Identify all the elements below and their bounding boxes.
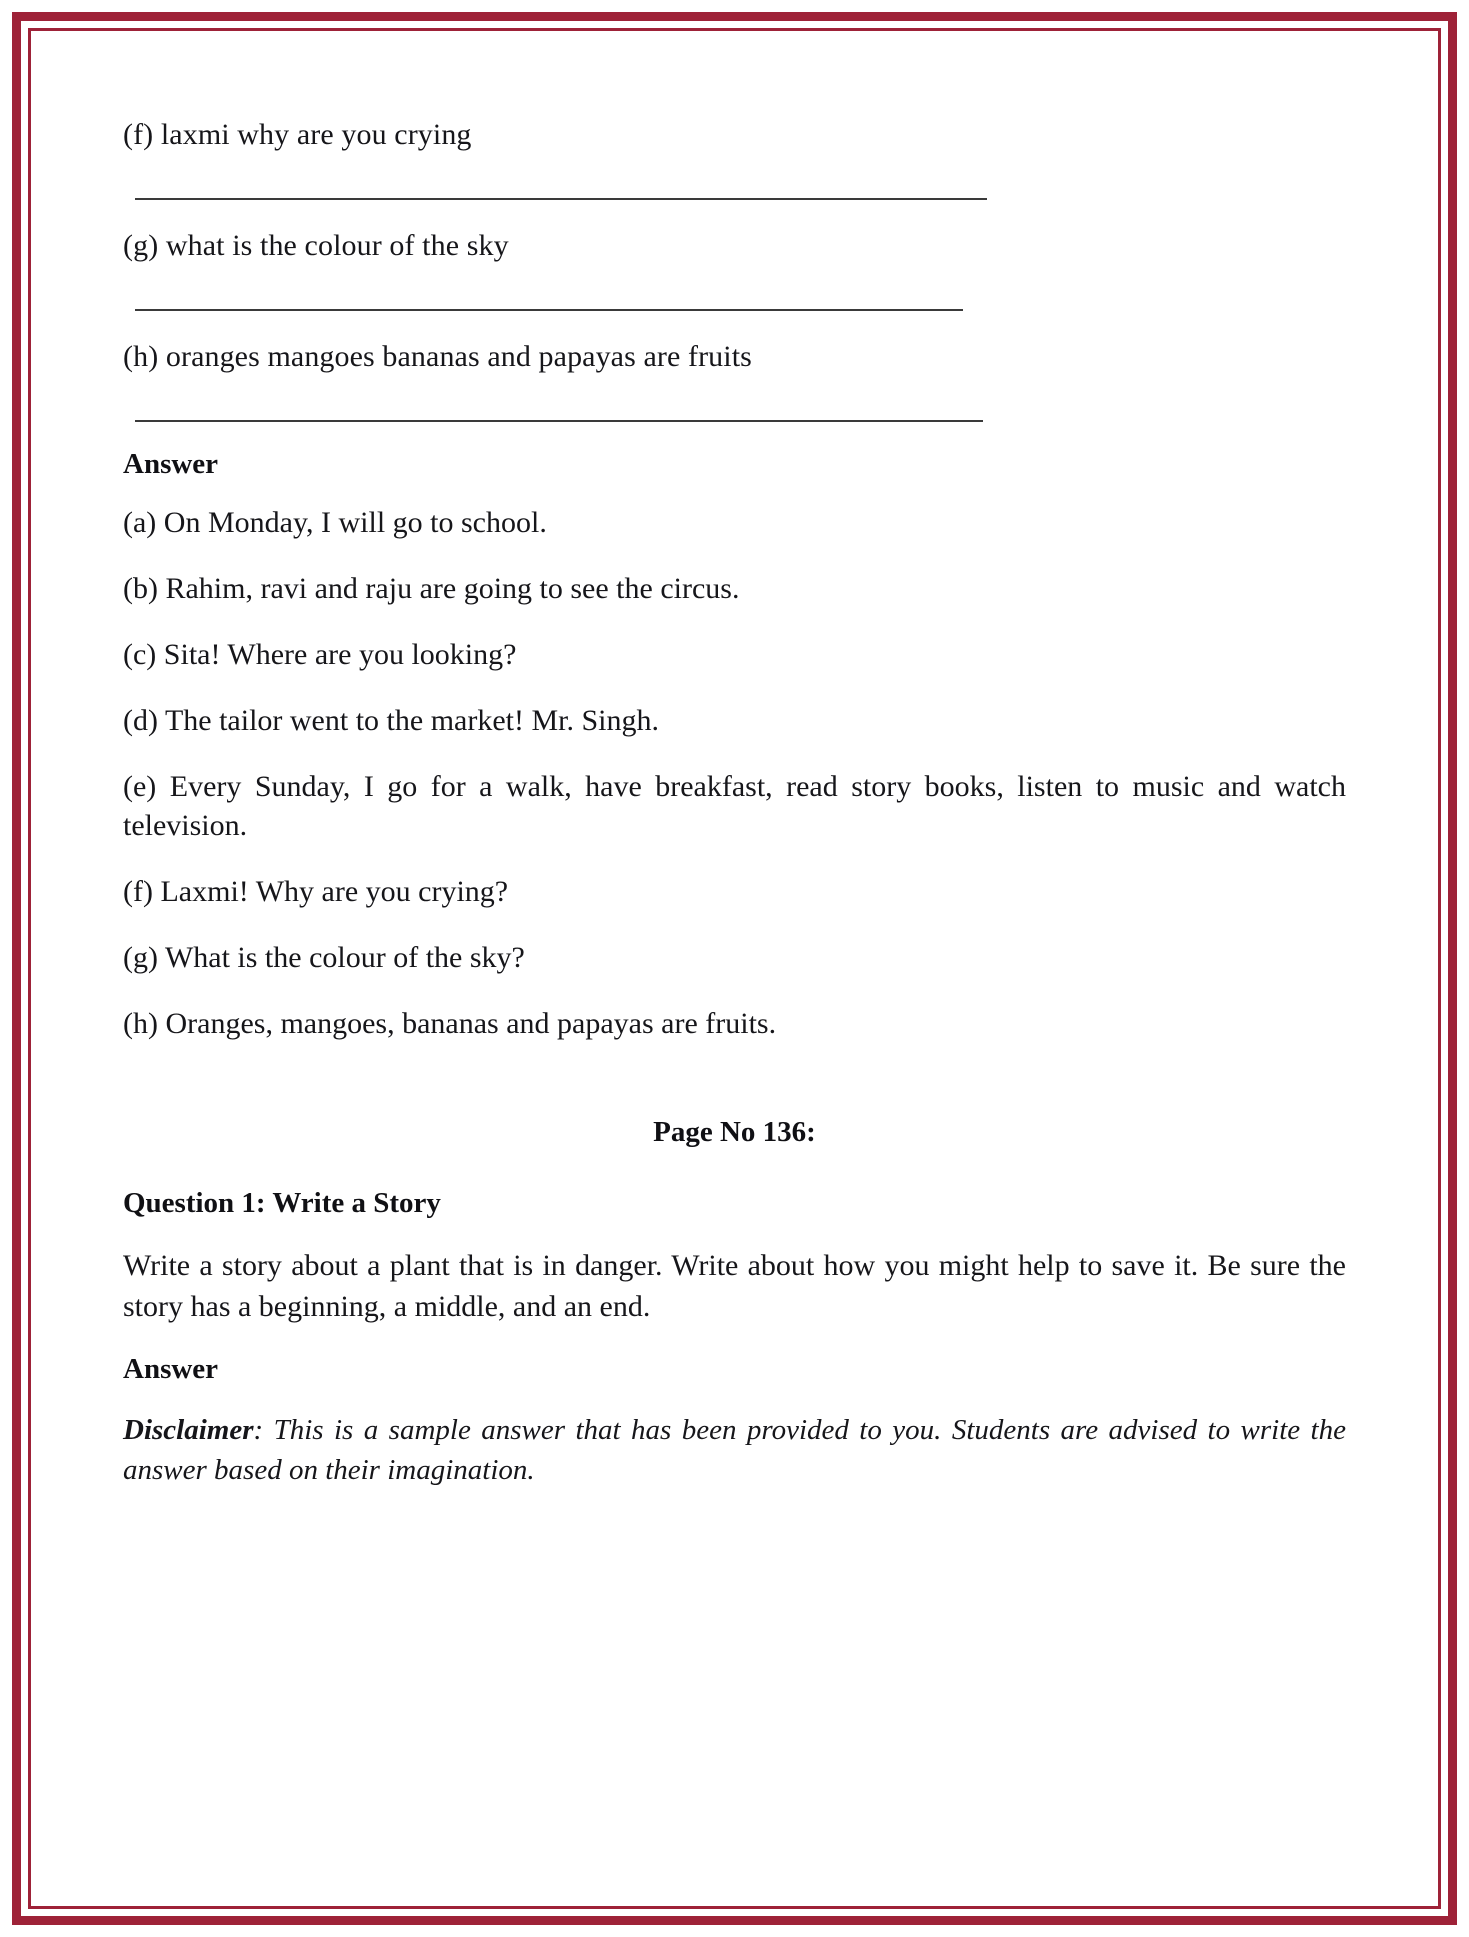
frame-inner-border bbox=[28, 28, 1441, 1909]
answer-item-a: (a) On Monday, I will go to school. bbox=[123, 506, 547, 539]
answer-heading: Answer bbox=[123, 448, 219, 480]
disclaimer-text: : This is a sample answer that has been provided to you. Students are advised to write the answer based on their imagination. bbox=[123, 1414, 1346, 1487]
answer-item-e: (e) Every Sunday, I go for a walk, have breakfast, read story books, listen to music and watch television. bbox=[123, 769, 1346, 843]
question-1-heading: Question 1: Write a Story bbox=[123, 1187, 441, 1220]
page-number-marker: Page No 136: bbox=[653, 1116, 816, 1149]
question-1-body: Write a story about a plant that is in danger. Write about how you might help to save it. Be sure the story has a beginning, a middle, and an end. bbox=[123, 1249, 1346, 1323]
question-item-f: (f) laxmi why are you crying bbox=[123, 118, 472, 151]
frame-outer-border bbox=[12, 12, 1457, 1925]
question-item-g: (g) what is the colour of the sky bbox=[123, 229, 509, 262]
answer-blank-rule-g bbox=[135, 309, 963, 311]
answer-item-g: (g) What is the colour of the sky? bbox=[123, 941, 525, 975]
disclaimer-paragraph bbox=[123, 1410, 1346, 1490]
answer-blank-rule-h bbox=[135, 420, 983, 422]
answer-item-d: (d) The tailor went to the market! Mr. Singh. bbox=[123, 703, 660, 737]
disclaimer-label: Disclaimer bbox=[123, 1414, 254, 1447]
answer-item-b: (b) Rahim, ravi and raju are going to see the circus. bbox=[123, 571, 740, 605]
answer-item-h: (h) Oranges, mangoes, bananas and papayas are fruits. bbox=[123, 1007, 777, 1041]
answer-item-f: (f) Laxmi! Why are you crying? bbox=[123, 875, 509, 909]
question-1-answer-heading: Answer bbox=[123, 1353, 219, 1386]
answer-item-c: (c) Sita! Where are you looking? bbox=[123, 637, 517, 671]
question-item-h: (h) oranges mangoes bananas and papayas are fruits bbox=[123, 340, 752, 373]
answer-blank-rule-f bbox=[135, 198, 987, 200]
document-content bbox=[31, 31, 1438, 1906]
